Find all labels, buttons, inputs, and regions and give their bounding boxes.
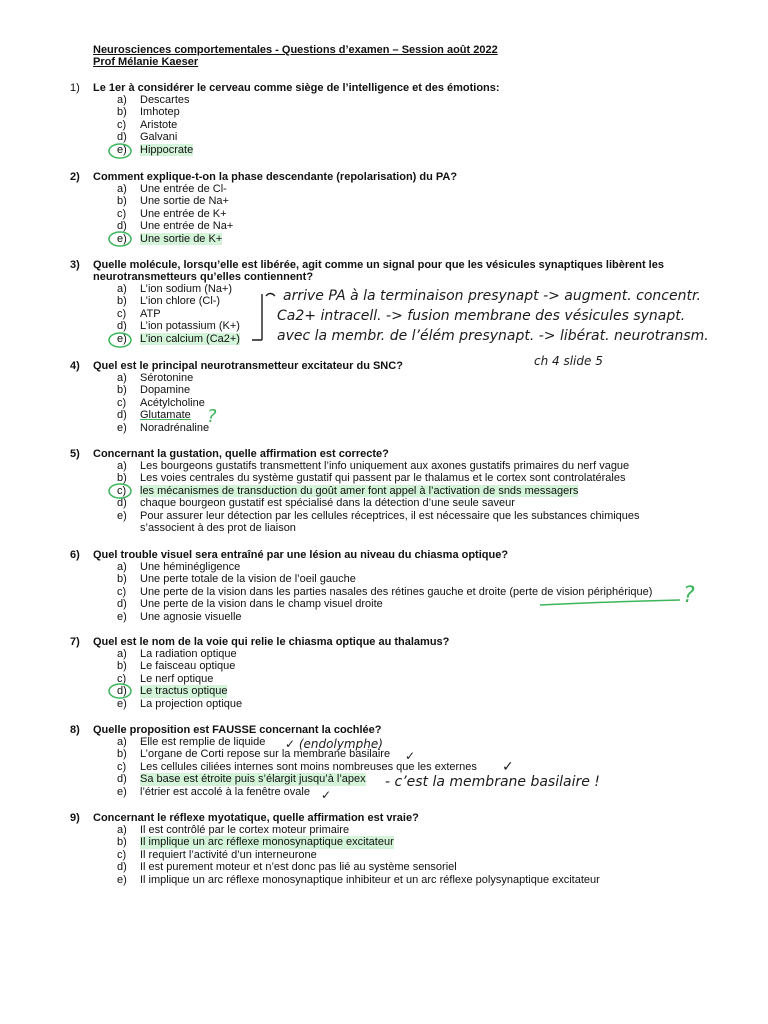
mark-q8b: ✓ (405, 749, 416, 763)
question-number: 7) (70, 636, 80, 648)
option-d: d) Sa base est étroite puis s’élargit jusqu’à l’apex (117, 773, 366, 786)
mark-q8e: ✓ (321, 788, 332, 802)
option-d: d) chaque bourgeon gustatif est spécialisé dans la détection d’une seule saveur (117, 497, 515, 510)
note-q3-line4: ch 4 slide 5 (534, 354, 603, 368)
option-d: d) Il est purement moteur et n’est donc pas lié au système sensoriel (117, 861, 457, 874)
question-number: 3) (70, 259, 80, 271)
option-e: e) Une agnosie visuelle (117, 610, 242, 623)
option-b: b) Les voies centrales du système gustatif qui passent par le thalamus et le cortex sont controlatérales (117, 472, 626, 485)
question-text: Concernant le réflexe myotatique, quelle affirmation est vraie? (93, 812, 419, 824)
note-q8a: ✓ (endolymphe) (285, 737, 383, 751)
option-e: e) Il implique un arc réflexe monosynaptique inhibiteur et un arc réflexe polysynaptique excitateur (117, 873, 600, 886)
question-text: Concernant la gustation, quelle affirmation est correcte? (93, 448, 389, 460)
option-a: a) Il est contrôlé par le cortex moteur primaire (117, 824, 350, 836)
option-a: a) Sérotonine (117, 372, 194, 384)
option-b: b) Une perte totale de la vision de l’oeil gauche (117, 573, 356, 586)
question-number: 9) (70, 812, 80, 824)
option-c: c) Une entrée de K+ (117, 207, 227, 220)
question-4 (0, 360, 768, 434)
option-b: b) Imhotep (117, 106, 180, 119)
note-q3-line3: avec la membr. de l’élém presynapt. -> libérat. neurotransm. (277, 328, 709, 344)
question-9 (0, 812, 768, 886)
option-c: c) ATP (117, 307, 161, 320)
option-a: a) L’ion sodium (Na+) (117, 283, 233, 295)
option-e: e) Hippocrate (117, 143, 194, 156)
question-text: Le 1er à considérer le cerveau comme siège de l’intelligence et des émotions: (93, 82, 500, 94)
question-text: Quel trouble visuel sera entraîné par une lésion au niveau du chiasma optique? (93, 549, 509, 561)
note-q3-line1: arrive PA à la terminaison presynapt -> augment. concentr. (283, 288, 701, 304)
question-8 (0, 724, 768, 798)
option-a: a) Une entrée de Cl- (117, 183, 227, 195)
question-3 (0, 259, 768, 345)
question-2 (0, 171, 768, 245)
option-c: c) Il requiert l’activité d’un interneurone (117, 848, 317, 861)
mark-q4-question: ? (207, 406, 217, 427)
option-b: b) Le faisceau optique (117, 660, 236, 673)
option-e: e) Pour assurer leur détection par les cellules réceptrices, il est nécessaire que les substances chimiques s’associent à des prot de liaison (117, 509, 640, 534)
question-number: 8) (70, 724, 80, 736)
option-c: c) Aristote (117, 118, 178, 131)
question-number: 2) (70, 171, 80, 183)
question-number: 6) (70, 549, 80, 561)
option-c: c) Le nerf optique (117, 672, 214, 685)
question-7 (0, 636, 768, 710)
note-q8d: - c’est la membrane basilaire ! (385, 774, 600, 790)
document-header (93, 44, 498, 68)
option-b: b) L’ion chlore (Cl-) (117, 295, 221, 308)
option-a: a) Une héminégligence (117, 561, 241, 573)
question-number: 1) (70, 82, 80, 94)
option-d: d) Glutamate (117, 409, 191, 422)
document-title: Neurosciences comportementales - Questions d’examen – Session août 2022 (93, 44, 498, 56)
question-text: Quel est le principal neurotransmetteur excitateur du SNC? (93, 360, 403, 372)
option-c: c) Acétylcholine (117, 396, 205, 409)
option-b: b) L’organe de Corti repose sur la membrane basilaire (117, 748, 391, 761)
question-text: Quelle proposition est FAUSSE concernant la cochlée? (93, 724, 382, 736)
option-d: d) Le tractus optique (117, 685, 228, 698)
question-number: 5) (70, 448, 80, 460)
option-e: e) l’étrier est accolé à la fenêtre ovale (117, 785, 310, 798)
option-e: e) Noradrénaline (117, 421, 210, 434)
option-d: d) Une perte de la vision dans le champ visuel droite (117, 598, 383, 611)
option-e: e) Une sortie de K+ (117, 232, 223, 245)
option-b: b) Une sortie de Na+ (117, 195, 229, 208)
question-text: Comment explique-t-on la phase descendante (repolarisation) du PA? (93, 171, 458, 183)
question-text: Quelle molécule, lorsqu’elle est libérée, agit comme un signal pour que les vésicules synaptiques libèrent les neurotransmetteurs qu’elles contiennent? (93, 259, 664, 283)
document-author: Prof Mélanie Kaeser (93, 56, 199, 68)
note-q3-line2: Ca2+ intracell. -> fusion membrane des vésicules synapt. (277, 308, 686, 324)
option-a: a) Les bourgeons gustatifs transmettent l’info uniquement aux axones gustatifs primaires du nerf vague (117, 460, 630, 472)
option-d: d) L’ion potassium (K+) (117, 320, 240, 333)
option-a: a) Descartes (117, 94, 190, 106)
question-6 (0, 549, 768, 623)
option-b: b) Dopamine (117, 384, 191, 397)
option-d: d) Une entrée de Na+ (117, 220, 234, 233)
mark-q8c: ✓ (502, 759, 514, 775)
option-a: a) Elle est remplie de liquide (117, 736, 266, 748)
question-1 (0, 82, 768, 156)
question-number: 4) (70, 360, 80, 372)
option-a: a) La radiation optique (117, 648, 237, 660)
option-c: c) les mécanismes de transduction du goût amer font appel à l’activation de snds messagers (117, 484, 579, 497)
option-e: e) L’ion calcium (Ca2+) (117, 332, 240, 345)
option-b: b) Il implique un arc réflexe monosynaptique excitateur (117, 836, 394, 849)
option-c: c) Les cellules ciliées internes sont moins nombreuses que les externes (117, 760, 477, 773)
option-d: d) Galvani (117, 131, 178, 144)
option-c: c) Une perte de la vision dans les parties nasales des rétines gauche et droite (perte de vision périphérique) (117, 585, 653, 598)
question-5 (0, 448, 768, 534)
mark-q6-question: ? (683, 583, 695, 608)
question-text: Quel est le nom de la voie qui relie le chiasma optique au thalamus? (93, 636, 450, 648)
option-e: e) La projection optique (117, 697, 243, 710)
